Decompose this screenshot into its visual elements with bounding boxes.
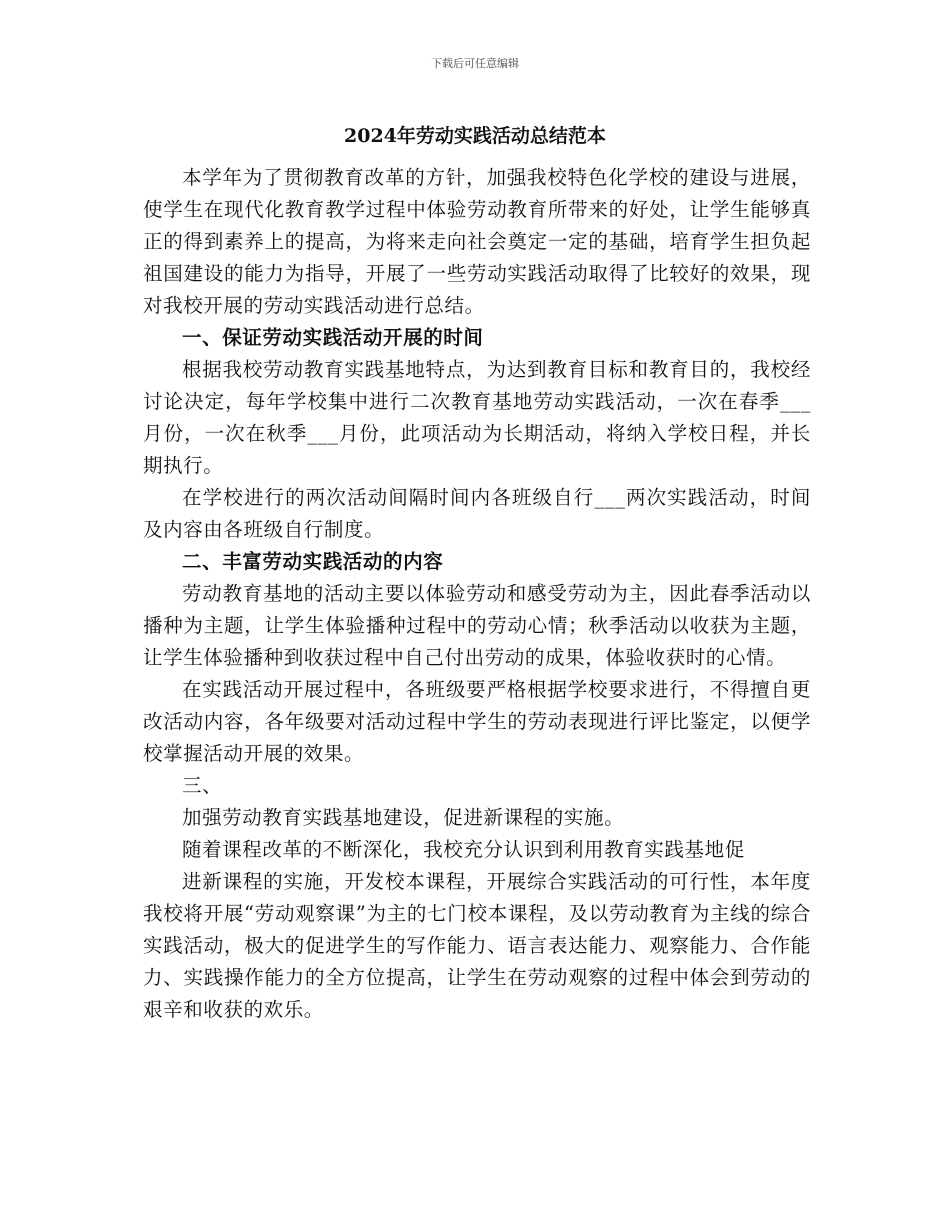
- section-3-paragraph-1: 加强劳动教育实践基地建设，促进新课程的实施。: [182, 806, 625, 829]
- section-3-paragraph-3: 进新课程的实施，开发校本课程，开展综合实践活动的可行性，本年度我校将开展“劳动观察课”为主的七门校本课程，及以劳动教育为主线的综合实践活动，极大的促进学生的写作能力、语言表达能力、观察能力、合作能力、实践操作能力的全方位提高，让学生在劳动观察的过程中体会到劳动的艰辛和收获的欢乐。: [143, 870, 811, 1021]
- section-1-paragraph-2: 在学校进行的两次活动间隔时间内各班级自行___两次实践活动，时间及内容由各班级自行制度。: [143, 486, 811, 541]
- intro-paragraph: 本学年为了贯彻教育改革的方针，加强我校特色化学校的建设与进展，使学生在现代化教育教学过程中体验劳动教育所带来的好处，让学生能够真正的得到素养上的提高，为将来走向社会奠定一定的基础，培育学生担负起祖国建设的能力为指导，开展了一些劳动实践活动取得了比较好的效果，现对我校开展的劳动实践活动进行总结。: [143, 166, 811, 317]
- section-heading-2: 二、丰富劳动实践活动的内容: [182, 550, 444, 573]
- document-title: 2024年劳动实践活动总结范本: [344, 125, 606, 147]
- section-2-paragraph-2: 在实践活动开展过程中，各班级要严格根据学校要求进行，不得擅自更改活动内容，各年级要对活动过程中学生的劳动表现进行评比鉴定，以便学校掌握活动开展的效果。: [143, 678, 811, 765]
- document-body: [143, 162, 811, 1026]
- section-heading-3: 三、: [182, 774, 223, 797]
- page-header-note: 下载后可任意编辑: [431, 57, 519, 70]
- section-heading-1: 一、保证劳动实践活动开展的时间: [182, 326, 484, 349]
- section-2-paragraph-1: 劳动教育基地的活动主要以体验劳动和感受劳动为主，因此春季活动以播种为主题，让学生体验播种过程中的劳动心情；秋季活动以收获为主题，让学生体验播种到收获过程中自己付出劳动的成果，体验收获时的心情。: [143, 582, 811, 669]
- section-1-paragraph-1: 根据我校劳动教育实践基地特点，为达到教育目标和教育目的，我校经讨论决定，每年学校集中进行二次教育基地劳动实践活动，一次在春季___月份，一次在秋季___月份，此项活动为长期活动，将纳入学校日程，并长期执行。: [143, 358, 811, 477]
- section-3-paragraph-2: 随着课程改革的不断深化，我校充分认识到利用教育实践基地促: [182, 838, 745, 861]
